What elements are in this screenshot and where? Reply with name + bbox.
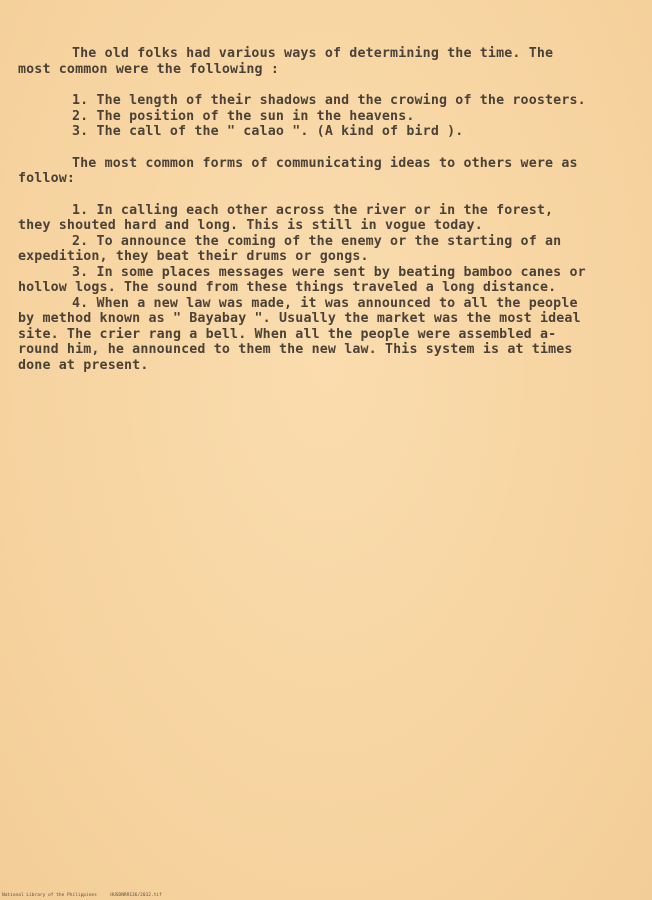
time-intro-line-2: most common were the following :	[18, 61, 279, 77]
time-item-3: 3. The call of the " calao ". (A kind of bird ).	[72, 124, 464, 139]
comm-item-2-line-1: 2. To announce the coming of the enemy or the starting of an	[72, 233, 562, 249]
comm-item-3-line-2: hollow logs. The sound from these things traveled a long distance.	[18, 280, 557, 295]
document-body	[18, 46, 638, 373]
comm-item-1-line-2: they shouted hard and long. This is still in vogue today.	[18, 218, 483, 233]
comm-item-4-line-4: round him, he announced to them the new law. This system is at times	[18, 342, 573, 357]
comm-item-4-line-1: 4. When a new law was made, it was announced to all the people	[72, 295, 578, 311]
comm-intro-line-1: The most common forms of communicating ideas to others were as	[72, 155, 578, 171]
comm-item-2-line-2: expedition, they beat their drums or gongs.	[18, 249, 369, 264]
time-item-2: 2. The position of the sun in the heavens.	[72, 108, 415, 124]
time-item-1: 1. The length of their shadows and the crowing of the roosters.	[72, 93, 586, 108]
comm-item-4-line-3: site. The crier rang a bell. When all the people were assembled a-	[18, 326, 557, 342]
scan-footer: National Library of the Philippines HUSDNRR136/2012.tif	[2, 893, 162, 898]
comm-item-4-line-5: done at present.	[18, 357, 149, 373]
comm-intro-line-2: follow:	[18, 171, 76, 186]
comm-item-3-line-1: 3. In some places messages were sent by beating bamboo canes or	[72, 264, 586, 280]
comm-item-4-line-2: by method known as " Bayabay ". Usually the market was the most ideal	[18, 311, 581, 326]
comm-item-1-line-1: 1. In calling each other across the river or in the forest,	[72, 202, 554, 218]
time-intro-line-1: The old folks had various ways of determining the time. The	[72, 46, 554, 61]
